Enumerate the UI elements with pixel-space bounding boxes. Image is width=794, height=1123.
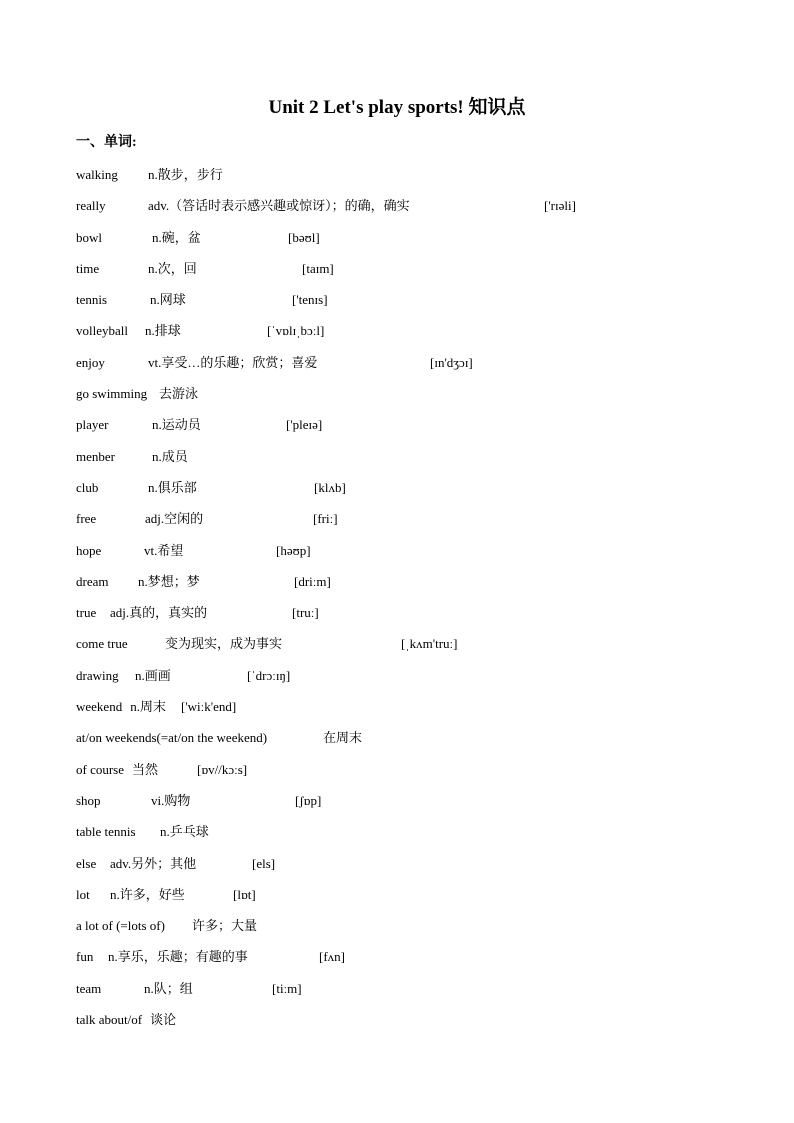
vocab-meaning: n.网球 (150, 292, 186, 308)
vocab-meaning: n.画画 (135, 667, 171, 683)
vocab-row (76, 697, 766, 728)
vocab-row (76, 509, 766, 540)
vocab-word: enjoy (76, 354, 105, 370)
vocab-meaning: 去游泳 (159, 386, 199, 402)
vocab-word: lot (76, 886, 90, 902)
vocab-meaning: n.梦想；梦 (138, 573, 200, 589)
vocab-word: at/on weekends(=at/on the weekend) (76, 730, 268, 746)
vocab-word: hope (76, 542, 102, 558)
vocab-meaning: n.队；组 (144, 980, 193, 996)
vocab-row (76, 947, 766, 978)
vocab-row (76, 885, 766, 916)
vocab-word: volleyball (76, 323, 128, 339)
vocab-row (76, 353, 766, 384)
vocabulary-list (76, 165, 766, 1041)
vocab-meaning: n.运动员 (152, 417, 201, 433)
vocab-word: table tennis (76, 824, 136, 840)
vocab-meaning: vi.购物 (151, 792, 191, 808)
vocab-phonetic: [fʌn] (319, 949, 345, 965)
vocab-meaning: vt.享受…的乐趣；欣赏；喜爱 (148, 354, 318, 370)
vocab-row (76, 228, 766, 259)
vocab-meaning: 许多；大量 (192, 918, 258, 934)
vocab-word: time (76, 260, 100, 276)
vocab-word: drawing (76, 667, 119, 683)
vocab-word: shop (76, 792, 101, 808)
vocab-meaning: 在周末 (323, 730, 363, 746)
vocab-meaning: n.俱乐部 (148, 479, 197, 495)
vocab-row (76, 979, 766, 1010)
vocab-meaning: vt.希望 (144, 542, 184, 558)
vocab-phonetic: [ʃɒp] (295, 792, 322, 808)
vocab-row (76, 634, 766, 665)
vocab-meaning: n.成员 (152, 448, 188, 464)
vocab-meaning: n.碗，盆 (152, 229, 201, 245)
vocab-phonetic: [truː] (292, 605, 319, 621)
vocab-row (76, 666, 766, 697)
vocab-row (76, 321, 766, 352)
vocab-word: tennis (76, 292, 108, 308)
vocab-phonetic: [ˌkʌm'truː] (401, 636, 458, 652)
vocab-row (76, 854, 766, 885)
vocab-phonetic: [klʌb] (314, 479, 346, 495)
vocab-phonetic: [taɪm] (302, 260, 334, 276)
vocab-meaning: adv.（答话时表示感兴趣或惊讶）；的确，确实 (148, 198, 410, 214)
vocab-word: true (76, 605, 97, 621)
vocab-phonetic: [ɪn'dʒɔɪ] (430, 354, 473, 370)
vocab-meaning: 当然 (132, 761, 159, 777)
vocab-row (76, 447, 766, 478)
vocab-word: talk about/of (76, 1012, 143, 1028)
vocab-meaning: adj.空闲的 (145, 511, 204, 527)
vocab-word: player (76, 417, 109, 433)
vocab-phonetic: [friː] (313, 511, 338, 527)
vocab-phonetic: ['tenɪs] (292, 292, 328, 308)
vocab-word: walking (76, 167, 118, 182)
vocab-row (76, 1010, 766, 1041)
vocab-word: bowl (76, 229, 102, 245)
vocab-word: weekend (76, 699, 123, 715)
vocab-meaning: n.许多，好些 (110, 886, 185, 902)
vocab-word: club (76, 479, 99, 495)
vocab-phonetic: [driːm] (294, 573, 331, 589)
vocab-row (76, 760, 766, 791)
vocab-word: a lot of (=lots of) (76, 918, 165, 934)
vocab-word: come true (76, 636, 128, 652)
vocab-meaning: n.乒乓球 (160, 824, 209, 840)
vocab-word: dream (76, 573, 109, 589)
vocab-word: menber (76, 448, 115, 464)
vocab-phonetic: [həʊp] (276, 542, 311, 558)
vocab-meaning: n.享乐，乐趣；有趣的事 (108, 949, 248, 965)
vocab-phonetic: [tiːm] (272, 980, 302, 996)
vocab-phonetic: ['rɪəli] (544, 198, 576, 214)
vocab-row (76, 603, 766, 634)
vocab-phonetic: [lɒt] (233, 886, 256, 902)
vocab-word: really (76, 198, 106, 214)
vocab-word: else (76, 855, 97, 871)
vocab-phonetic: [els] (252, 855, 276, 871)
vocab-phonetic: [ˈvɒlɪˌbɔːl] (267, 323, 325, 339)
vocab-row (76, 791, 766, 822)
vocab-meaning: n.次，回 (148, 260, 197, 276)
vocab-meaning: 变为现实，成为事实 (165, 636, 283, 652)
vocab-row (76, 259, 766, 290)
vocab-row (76, 541, 766, 572)
vocab-row (76, 165, 766, 196)
section-heading-vocabulary: 一、单词: (76, 135, 137, 150)
vocab-row (76, 415, 766, 446)
vocab-row (76, 572, 766, 603)
vocab-phonetic: [ˈdrɔːɪŋ] (247, 667, 291, 683)
vocab-meaning: adv.另外；其他 (110, 855, 197, 871)
vocab-word: fun (76, 949, 94, 965)
vocab-phonetic: [ɒv//kɔːs] (197, 761, 248, 777)
vocab-phonetic: ['wiːk'end] (181, 699, 237, 715)
vocab-meaning: n.周末 (130, 699, 166, 715)
vocab-phonetic: [bəʊl] (288, 229, 320, 245)
vocab-row (76, 822, 766, 853)
page-title: Unit 2 Let's play sports! 知识点 (268, 97, 526, 118)
vocab-row (76, 478, 766, 509)
vocab-row (76, 728, 766, 759)
vocab-row (76, 196, 766, 227)
vocab-phonetic: ['pleɪə] (286, 417, 323, 433)
vocab-row (76, 916, 766, 947)
vocab-meaning: 谈论 (150, 1012, 177, 1028)
vocab-meaning: n.散步，步行 (148, 167, 223, 182)
vocab-row (76, 384, 766, 415)
vocab-word: team (76, 980, 102, 996)
vocab-word: go swimming (76, 386, 148, 402)
vocab-meaning: n.排球 (145, 323, 181, 339)
vocab-word: of course (76, 761, 125, 777)
vocab-meaning: adj.真的，真实的 (110, 605, 208, 621)
vocab-row (76, 290, 766, 321)
vocab-word: free (76, 511, 97, 527)
